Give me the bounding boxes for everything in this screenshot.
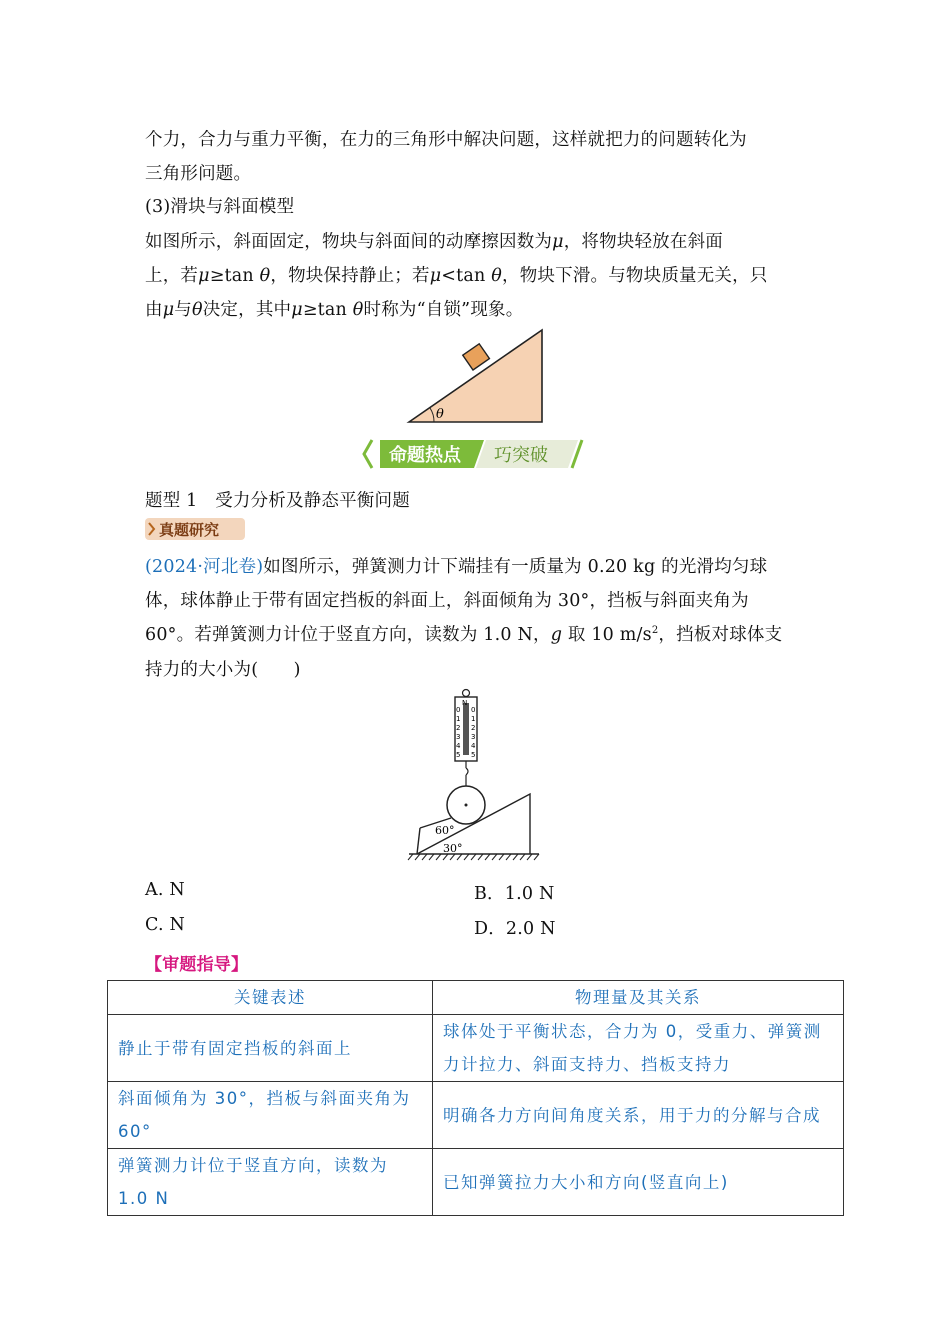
tag-label: 真题研究: [159, 521, 220, 539]
text-line: 三角形问题。: [145, 164, 252, 184]
hotspot-banner: [360, 436, 590, 472]
baffle: [417, 828, 420, 854]
spring-scale-core: [463, 703, 469, 755]
text-line: 由μ与θ决定，其中μ≥tan θ时称为“自锁”现象。: [145, 300, 524, 320]
scale-label-right: 2: [471, 724, 476, 732]
problem-line: 体，球体静止于带有固定挡板的斜面上，斜面倾角为 30°，挡板与斜面夹角为: [145, 591, 749, 611]
ground-hatch: [520, 854, 525, 860]
scale-label-left: 2: [456, 724, 461, 732]
problem-source: (2024·河北卷): [145, 557, 264, 577]
ground-hatch: [478, 854, 483, 860]
angle-60-label: 60°: [435, 824, 455, 837]
question-type-title: 题型 1 受力分析及静态平衡问题: [145, 491, 410, 511]
ground-hatch: [436, 854, 441, 860]
block: [463, 344, 490, 370]
ground-hatch: [485, 854, 490, 860]
ground-hatch: [506, 854, 511, 860]
table-row: [108, 1149, 844, 1216]
ground-hatch: [408, 854, 413, 860]
scale-label-left: 1: [456, 715, 461, 723]
spring-scale-ball-figure: [405, 686, 545, 862]
angle-30-label: 30°: [443, 842, 463, 855]
option-d[interactable]: D．2.0 N: [474, 919, 556, 939]
table-cell: 静止于带有固定挡板的斜面上: [108, 1015, 433, 1082]
banner-left-text: 命题热点: [389, 445, 461, 466]
problem-line: 60°。若弹簧测力计位于竖直方向，读数为 1.0 N，g 取 10 $m/s^2$，挡板对球体支: [145, 625, 783, 645]
ground-hatch: [429, 854, 434, 860]
table-header: 物理量及其关系: [433, 981, 844, 1015]
scale-label-left: 0: [456, 706, 461, 714]
ground-hatch: [415, 854, 420, 860]
option-b[interactable]: B．1.0 N: [474, 884, 555, 904]
ground-hatch: [513, 854, 518, 860]
table-cell: 弹簧测力计位于竖直方向，读数为 1.0 N: [108, 1149, 433, 1216]
ground-hatch: [534, 854, 539, 860]
scale-label-right: 3: [471, 733, 476, 741]
scale-label-left: 3: [456, 733, 461, 741]
guide-title: 【审题指导】: [145, 955, 249, 975]
table-cell: 斜面倾角为 30°，挡板与斜面夹角为 60°: [108, 1082, 433, 1149]
table-cell: 明确各力方向间角度关系，用于力的分解与合成: [433, 1082, 844, 1149]
text-line: 如图所示，斜面固定，物块与斜面间的动摩擦因数为μ，将物块轻放在斜面: [145, 232, 723, 252]
scale-label-left: 5: [456, 751, 461, 759]
table-cell: 已知弹簧拉力大小和方向(竖直向上): [433, 1149, 844, 1216]
incline-triangle: [409, 330, 542, 422]
text-line: 上，若μ≥tan θ，物块保持静止；若μ<tan θ，物块下滑。与物块质量无关，只: [145, 266, 768, 286]
problem-line: (2024·河北卷)如图所示，弹簧测力计下端挂有一质量为 0.20 kg 的光滑均匀球: [145, 557, 768, 577]
ground-hatch: [527, 854, 532, 860]
svg-text:N: N: [462, 699, 468, 707]
guide-table: [107, 980, 844, 1216]
problem-line: 持力的大小为( ): [145, 660, 301, 680]
scale-label-right: 4: [471, 742, 476, 750]
scale-label-right: 1: [471, 715, 476, 723]
ground-hatch: [499, 854, 504, 860]
option-c[interactable]: C. N: [145, 915, 186, 935]
real-exam-tag: [145, 518, 245, 540]
table-row: [108, 1015, 844, 1082]
ground-hatch: [464, 854, 469, 860]
text-line: 个力，合力与重力平衡，在力的三角形中解决问题，这样就把力的问题转化为: [145, 130, 747, 150]
table-cell: 球体处于平衡状态，合力为 0，受重力、弹簧测力计拉力、斜面支持力、挡板支持力: [433, 1015, 844, 1082]
table-header-row: [108, 981, 844, 1015]
banner-right-text: 巧突破: [494, 445, 548, 466]
scale-label-left: 4: [456, 742, 461, 750]
incline-block-figure: [405, 326, 550, 426]
option-a[interactable]: A. N: [145, 880, 185, 900]
scale-label-right: 0: [471, 706, 476, 714]
scale-label-right: 5: [471, 751, 476, 759]
table-header: 关键表述: [108, 981, 433, 1015]
angle-theta-label: θ: [436, 407, 444, 422]
ground-hatch: [422, 854, 427, 860]
ground-hatch: [492, 854, 497, 860]
section-heading: (3)滑块与斜面模型: [145, 197, 295, 217]
ground-hatch: [471, 854, 476, 860]
table-row: [108, 1082, 844, 1149]
